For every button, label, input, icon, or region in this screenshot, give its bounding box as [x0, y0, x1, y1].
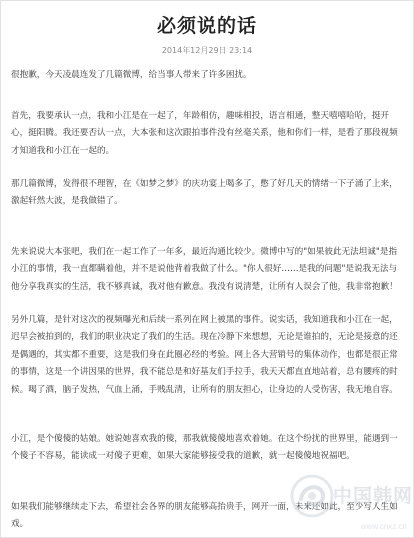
paragraph-7: 如果我们能够继续走下去，希望社会各界的朋友能够高抬贵手，网开一面，未来还如此，至少写人生如戏。: [11, 502, 398, 530]
watermark-url: www.cnxz.cn: [360, 522, 407, 531]
article-date: 2014年12月29日 23:14: [161, 46, 253, 55]
paragraph-1: 很抱歉，今天凌晨连发了几篇微博，给当事人带来了许多困扰。: [11, 70, 252, 80]
watermark-brand: 中国韩网: [333, 485, 414, 507]
paragraph-3: 那几篇微博，发得很不理智，在《如梦之梦》的庆功宴上喝多了，憋了好几天的情绪一下子涌了上来，激起轩然大波，是我做错了。: [11, 179, 398, 207]
paragraph-5: 另外几篇，是针对这次的视频曝光和后续一系列在网上被黑的事件。说实话，我知道我和小江在一起，迟早会被拍到的，我们的职业决定了我们的生活。现在冷静下来想想，无论是谁拍的，无论是接意的还是偶遇的，其实都不重要，这是我们身在此圈必经的考验。网上各大营销号的集体动作，也都是很正常的事情，这是一个讲因果的世界，我不能总是和好基友们手拉手，我天天都直直地站着，总有腰疼的时候。喝了酒，脑子发热，气血上涌，手贱乱清，让所有的朋友担心，让身边的人受伤害，我无地自容。: [11, 315, 398, 395]
paragraph-6: 小江，是个傻傻的姑娘。她说她喜欢我的傻，那我就傻傻地喜欢着她。在这个纷扰的世界里，能遇到一个傻子不容易，能读成一对傻子更难，如果大家能够接受我的道歉，就一起傻傻地祝福吧。: [11, 434, 398, 462]
paragraph-2: 首先，我要承认一点，我和小江是在一起了，年龄相仿，趣味相投，语言相通，整天嘻嘻哈哈，挺开心，挺阳腾。我还要否认一点，大本张和这次跟拍事件没有丝毫关系，他和你们一样，是看了那段视频才知道我和小江在一起的。: [11, 111, 398, 156]
article-title: 必须说的话: [156, 15, 257, 37]
swirl-logo-icon: [289, 473, 335, 519]
paragraph-4: 先来说说大本张吧，我们在一起工作了一年多，最近沟通比较少。微博中写的"如果彼此无法坦诚"是指小江的事情，我一直都瞒着他，并不是说他背着我做了什么。"你人很好……是我的问题"是说我无法与他分享我真实的生活，我不够真诚，我对他有歉意。我没有说清楚，让所有人误会了他，我非常抱歉！: [11, 247, 398, 292]
site-watermark: [289, 473, 414, 533]
